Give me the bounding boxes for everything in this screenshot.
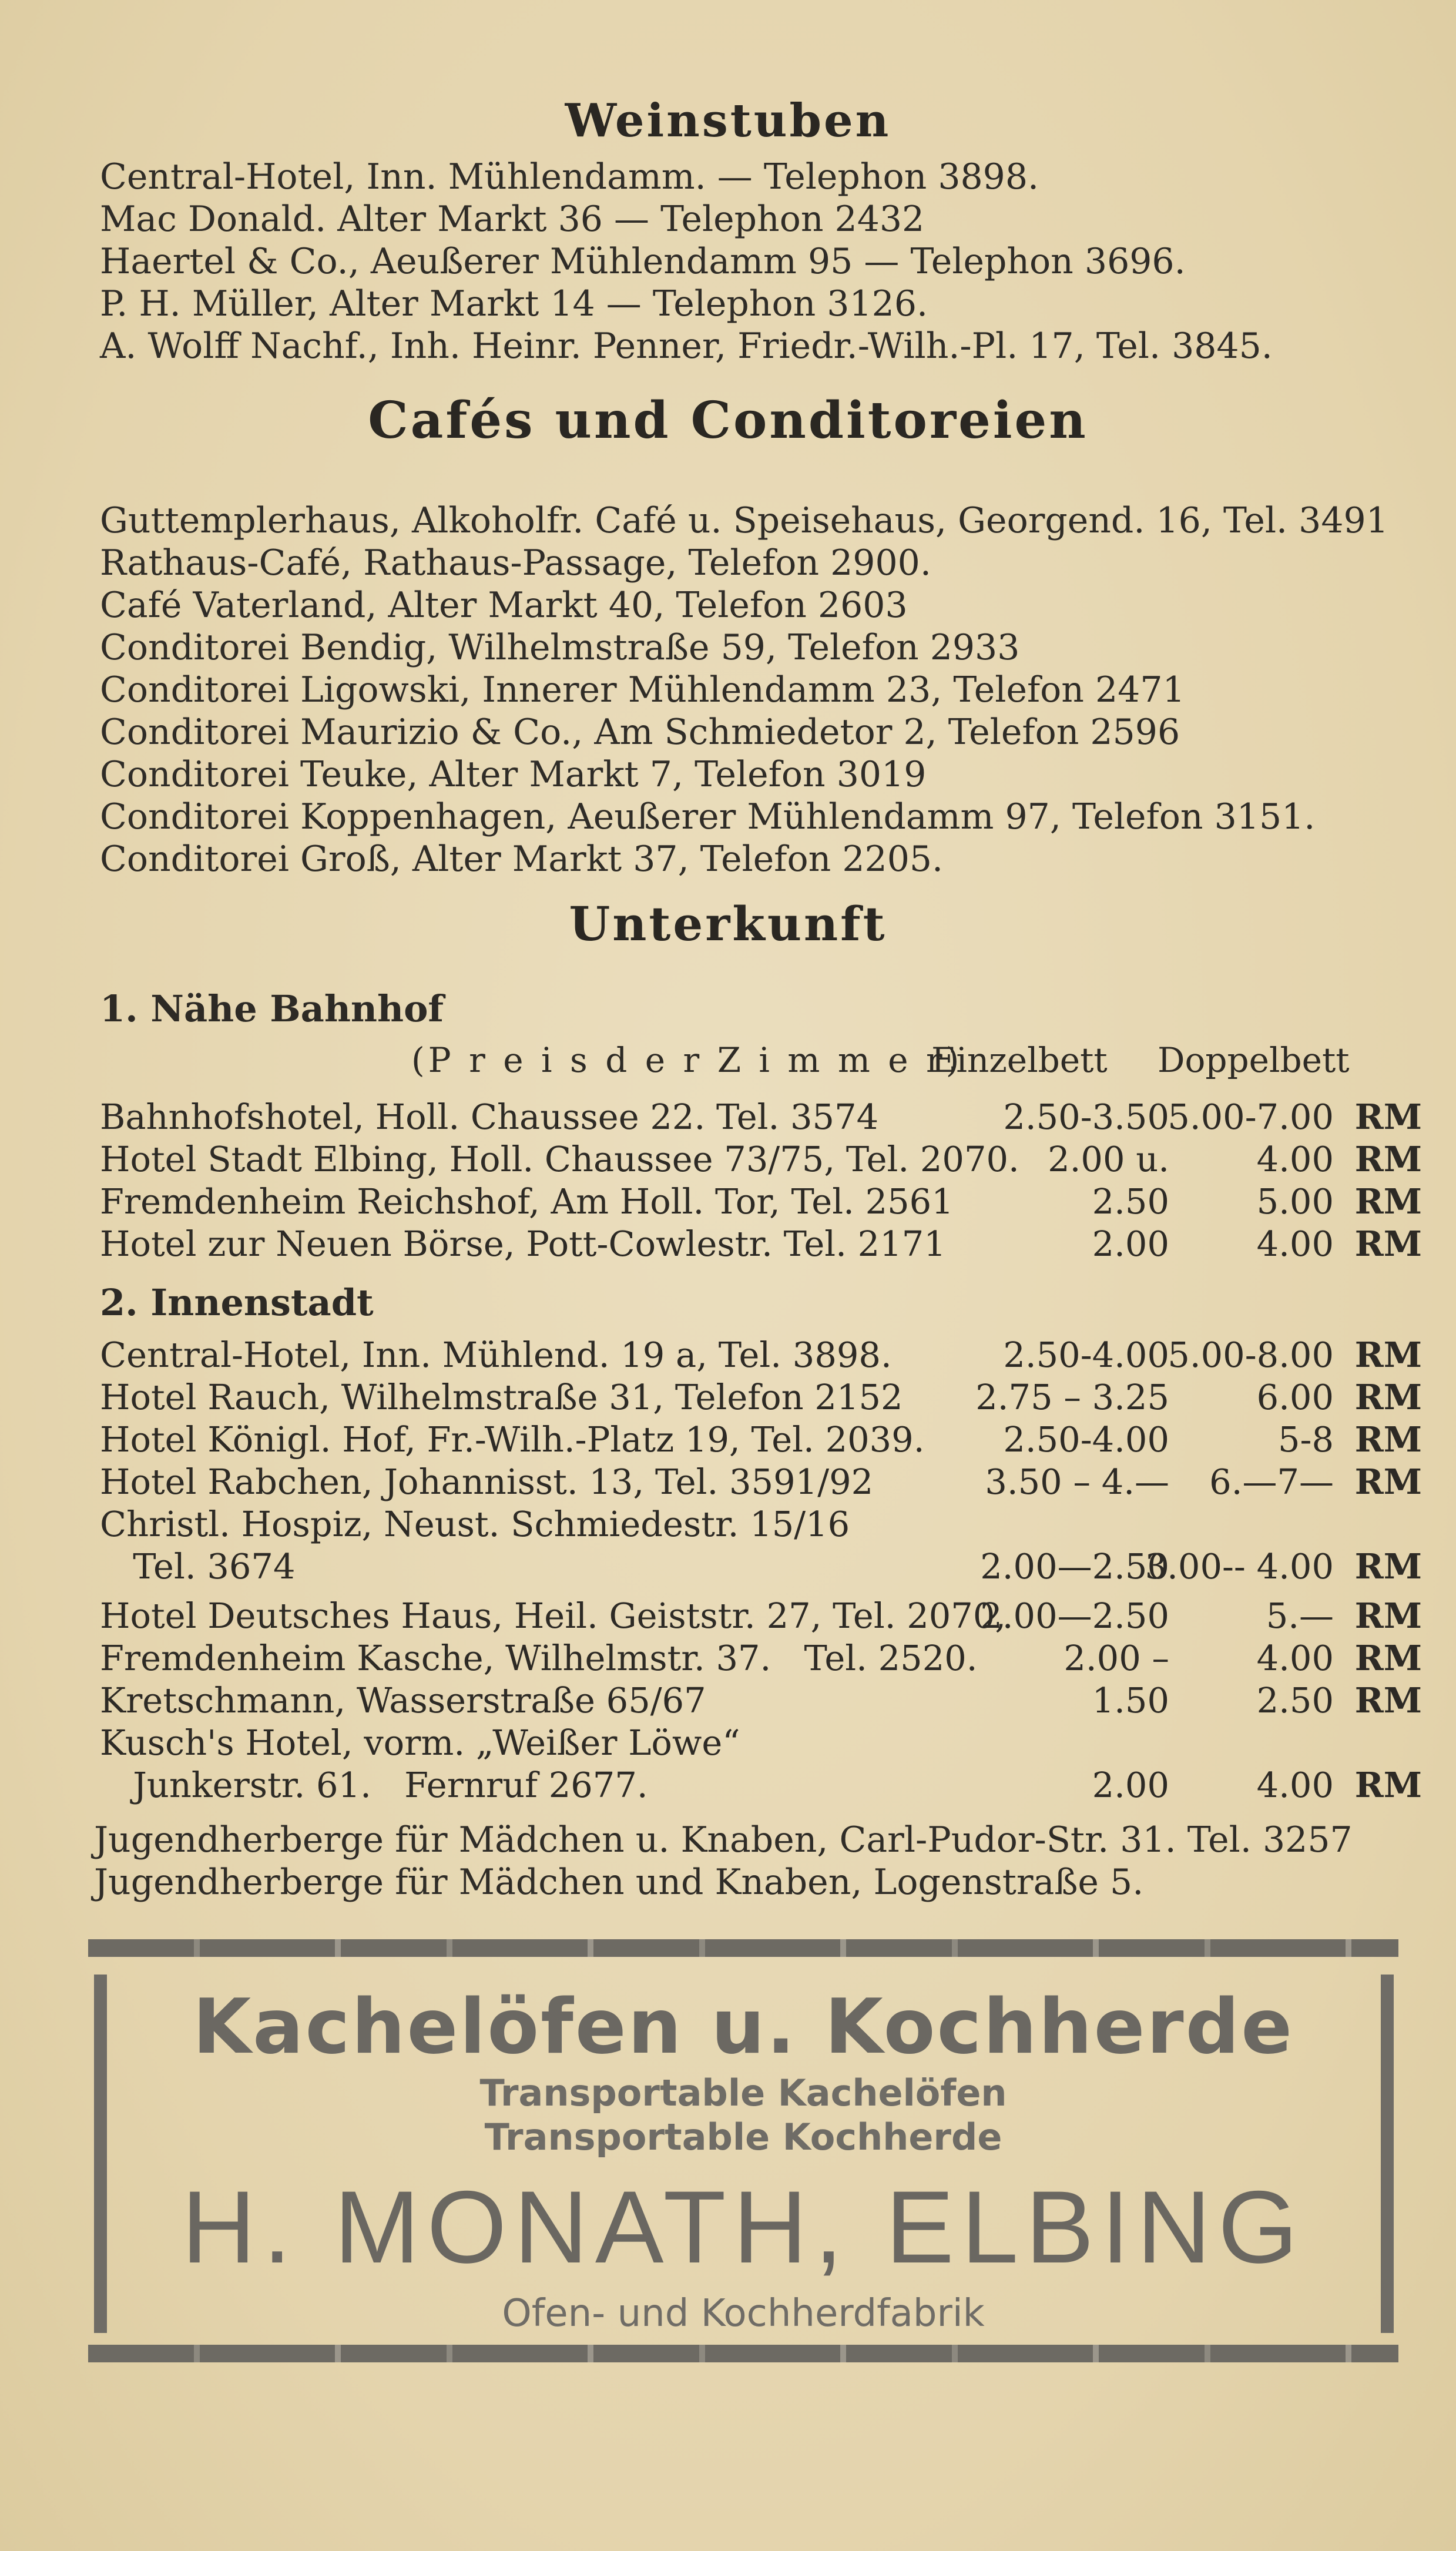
hotel-name: Bahnhofshotel, Holl. Chaussee 22. Tel. 3574: [100, 1097, 879, 1137]
hotel-name: Hotel Stadt Elbing, Holl. Chaussee 73/75, Tel. 2070.: [100, 1139, 1019, 1179]
section-naehe-bahnhof: 1. Nähe Bahnhof: [100, 987, 444, 1030]
ad-border-bottom: [88, 2345, 1398, 2362]
cafes-heading: Cafés und Conditoreien: [368, 391, 1088, 450]
jugendherberge-line: Jugendherberge für Mädchen u. Knaben, Carl-Pudor-Str. 31. Tel. 3257: [94, 1819, 1353, 1861]
price-single: 2.50-4.00: [1003, 1419, 1169, 1460]
section-innenstadt: 2. Innenstadt: [100, 1281, 374, 1324]
table-row: [94, 1722, 1422, 1764]
hotel-name: Kretschmann, Wasserstraße 65/67: [100, 1680, 706, 1721]
table-row: [94, 1096, 1422, 1138]
table-row: [94, 1419, 1422, 1461]
table-row: [94, 1595, 1422, 1637]
ad-tagline: Ofen- und Kochherdfabrik: [502, 2292, 985, 2335]
currency: RM: [1354, 1461, 1422, 1502]
price-single: 2.00—2.50: [980, 1595, 1169, 1636]
price-double: 6.00: [1256, 1377, 1334, 1417]
cafe-line: Conditorei Koppenhagen, Aeußerer Mühlendamm 97, Telefon 3151.: [100, 796, 1316, 837]
hotel-name: Fremdenheim Kasche, Wilhelmstr. 37. Tel. 2520.: [100, 1638, 978, 1678]
currency: RM: [1354, 1595, 1422, 1636]
weinstuben-line: Haertel & Co., Aeußerer Mühlendamm 95 — Telephon 3696.: [100, 241, 1186, 282]
price-double: 6.—7—: [1209, 1461, 1334, 1502]
column-double-bed: Doppelbett: [1158, 1040, 1350, 1080]
price-double: 4.00: [1256, 1223, 1334, 1264]
ad-subtitle: Transportable Kochherde: [484, 2116, 1002, 2158]
price-single: 1.50: [1092, 1680, 1169, 1721]
price-single: 2.00: [1092, 1765, 1169, 1805]
table-row: [94, 1637, 1422, 1680]
currency: RM: [1354, 1419, 1422, 1460]
column-single-bed: Einzelbett: [931, 1040, 1108, 1080]
weinstuben-line: Central-Hotel, Inn. Mühlendamm. — Telephon 3898.: [100, 156, 1039, 197]
hotel-name: Fremdenheim Reichshof, Am Holl. Tor, Tel. 2561: [100, 1181, 954, 1222]
hotel-name: Kusch's Hotel, vorm. „Weißer Löwe“: [100, 1722, 740, 1763]
price-single: 2.00: [1092, 1223, 1169, 1264]
jugendherberge-line: Jugendherberge für Mädchen und Knaben, Logenstraße 5.: [94, 1862, 1144, 1903]
advertisement: [88, 1939, 1398, 2362]
price-single: 2.50-3.50: [1003, 1097, 1169, 1137]
hotel-name: Christl. Hospiz, Neust. Schmiedestr. 15/16: [100, 1504, 850, 1544]
ad-subtitle: Transportable Kachelöfen: [479, 2071, 1007, 2114]
weinstuben-line: P. H. Müller, Alter Markt 14 — Telephon 3126.: [100, 283, 928, 324]
price-double: 4.00: [1256, 1139, 1334, 1179]
price-single: 2.50-4.00: [1003, 1335, 1169, 1375]
weinstuben-line: A. Wolff Nachf., Inh. Heinr. Penner, Friedr.-Wilh.-Pl. 17, Tel. 3845.: [100, 326, 1273, 367]
currency: RM: [1354, 1139, 1422, 1179]
currency: RM: [1354, 1765, 1422, 1805]
price-single: 2.00—2.50: [980, 1546, 1169, 1587]
weinstuben-heading: Weinstuben: [565, 94, 891, 148]
price-double: 4.00: [1256, 1638, 1334, 1678]
cafe-line: Conditorei Maurizio & Co., Am Schmiedetor 2, Telefon 2596: [100, 712, 1180, 753]
ad-title: Kachelöfen u. Kochherde: [192, 1983, 1294, 2071]
hotel-name: Hotel Rauch, Wilhelmstraße 31, Telefon 2152: [100, 1377, 903, 1417]
currency: RM: [1354, 1546, 1422, 1587]
hotel-name: Hotel zur Neuen Börse, Pott-Cowlestr. Tel. 2171: [100, 1223, 946, 1264]
hotel-name: Tel. 3674: [100, 1546, 296, 1587]
table-row: [94, 1764, 1422, 1806]
price-single: 2.50: [1092, 1181, 1169, 1222]
hotel-name: Junkerstr. 61. Fernruf 2677.: [100, 1765, 648, 1805]
price-double: 5.00-7.00: [1168, 1097, 1334, 1137]
table-row: [94, 1334, 1422, 1376]
price-double: 5.—: [1266, 1595, 1334, 1636]
hotel-name: Hotel Königl. Hof, Fr.-Wilh.-Platz 19, Tel. 2039.: [100, 1419, 925, 1460]
cafe-line: Rathaus-Café, Rathaus-Passage, Telefon 2900.: [100, 542, 931, 584]
price-double: 5.00-8.00: [1168, 1335, 1334, 1375]
table-row: [94, 1138, 1422, 1181]
table-row: [94, 1546, 1422, 1588]
unterkunft-heading: Unterkunft: [569, 896, 887, 951]
cafe-line: Conditorei Ligowski, Innerer Mühlendamm 23, Telefon 2471: [100, 669, 1185, 710]
table-row: [94, 1503, 1422, 1546]
price-double: 4.00: [1256, 1765, 1334, 1805]
price-double: 3.00-- 4.00: [1145, 1546, 1334, 1587]
currency: RM: [1354, 1680, 1422, 1721]
hotel-name: Hotel Rabchen, Johannisst. 13, Tel. 3591/92: [100, 1461, 874, 1502]
table-row: [94, 1181, 1422, 1223]
currency: RM: [1354, 1097, 1422, 1137]
currency: RM: [1354, 1377, 1422, 1417]
table-row: [94, 1680, 1422, 1722]
hotel-name: Hotel Deutsches Haus, Heil. Geiststr. 27, Tel. 2070,: [100, 1595, 1007, 1636]
table-row: [94, 1223, 1422, 1265]
price-label: (P r e i s d e r Z i m m e r): [411, 1040, 963, 1080]
currency: RM: [1354, 1181, 1422, 1222]
ad-company-name: H. MONATH, ELBING: [181, 2170, 1306, 2285]
cafe-line: Guttemplerhaus, Alkoholfr. Café u. Speisehaus, Georgend. 16, Tel. 3491: [100, 500, 1388, 541]
currency: RM: [1354, 1223, 1422, 1264]
price-single: 3.50 – 4.—: [985, 1461, 1169, 1502]
weinstuben-line: Mac Donald. Alter Markt 36 — Telephon 2432: [100, 199, 925, 240]
price-double: 5.00: [1256, 1181, 1334, 1222]
ad-border-top: [88, 1939, 1398, 1957]
table-row: [94, 1461, 1422, 1503]
cafe-line: Conditorei Groß, Alter Markt 37, Telefon 2205.: [100, 839, 944, 880]
price-double: 2.50: [1256, 1680, 1334, 1721]
price-double: 5-8: [1277, 1419, 1334, 1460]
cafe-line: Café Vaterland, Alter Markt 40, Telefon 2603: [100, 585, 908, 626]
hotel-name: Central-Hotel, Inn. Mühlend. 19 a, Tel. 3898.: [100, 1335, 892, 1375]
price-single: 2.75 – 3.25: [975, 1377, 1169, 1417]
price-single: 2.00 u.: [1048, 1139, 1169, 1179]
price-single: 2.00 –: [1064, 1638, 1169, 1678]
cafe-line: Conditorei Bendig, Wilhelmstraße 59, Telefon 2933: [100, 627, 1020, 668]
cafe-line: Conditorei Teuke, Alter Markt 7, Telefon 3019: [100, 754, 927, 795]
table-row: [94, 1376, 1422, 1419]
currency: RM: [1354, 1335, 1422, 1375]
currency: RM: [1354, 1638, 1422, 1678]
